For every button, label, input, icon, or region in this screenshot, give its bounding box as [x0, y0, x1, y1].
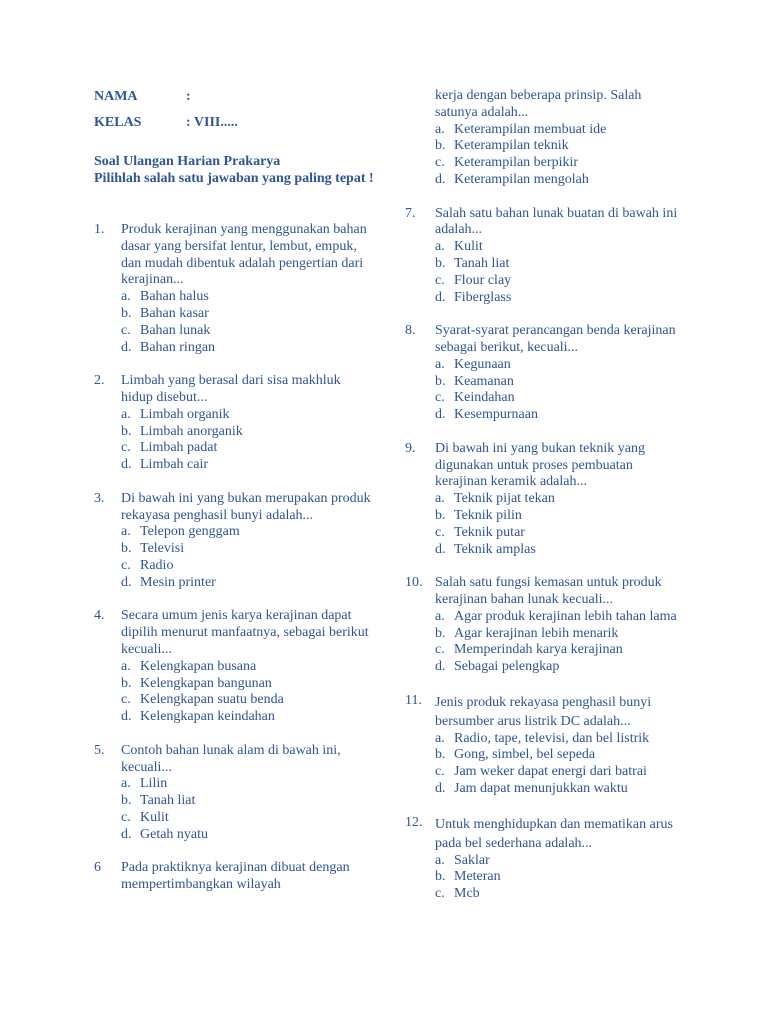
option-text: Kelengkapan busana [140, 658, 257, 674]
answer-option[interactable] [121, 709, 374, 726]
question-number: 7. [405, 205, 416, 221]
option-letter: d. [121, 339, 132, 355]
option-letter: b. [435, 869, 446, 885]
option-letter: c. [435, 155, 445, 171]
question-header [94, 743, 374, 777]
option-text: Mcb [454, 886, 480, 902]
answer-option[interactable] [435, 374, 685, 391]
answer-option[interactable] [435, 508, 685, 525]
question-number: 10. [405, 575, 423, 591]
question-number: 11. [405, 692, 422, 708]
answer-option[interactable] [435, 290, 685, 307]
option-letter: c. [435, 642, 445, 658]
answer-option[interactable] [435, 357, 685, 374]
question-3 [94, 491, 374, 592]
option-letter: a. [435, 239, 445, 255]
answer-option[interactable] [121, 457, 374, 474]
option-text: Agar kerajinan lebih menarik [454, 625, 619, 641]
options-list [94, 776, 374, 843]
question-12 [405, 815, 685, 903]
option-letter: b. [121, 793, 132, 809]
answer-option[interactable] [121, 424, 374, 441]
option-text: Limbah anorganik [140, 423, 243, 439]
option-text: Keterampilan teknik [454, 138, 569, 154]
left-column [94, 222, 374, 911]
answer-option[interactable] [121, 776, 374, 793]
question-header [405, 693, 685, 731]
option-text: Teknik pilin [454, 507, 522, 523]
answer-option[interactable] [435, 853, 685, 870]
option-letter: b. [435, 507, 446, 523]
question-6-continuation [405, 88, 685, 189]
answer-option[interactable] [435, 138, 685, 155]
option-letter: a. [435, 491, 445, 507]
option-text: Kulit [454, 239, 483, 255]
option-letter: c. [435, 272, 445, 288]
option-text: Kelengkapan suatu benda [140, 692, 284, 708]
option-letter: d. [435, 659, 446, 675]
options-list [405, 239, 685, 306]
intro-block [94, 153, 374, 187]
option-text: Keterampilan membuat ide [454, 121, 607, 137]
options-list [405, 853, 685, 903]
question-header [94, 222, 374, 289]
question-text: Pada praktiknya kerajinan dibuat dengan mempertimbangkan wilayah [121, 860, 350, 893]
option-letter: a. [435, 852, 445, 868]
question-number: 9. [405, 440, 416, 456]
answer-option[interactable] [435, 764, 685, 781]
question-text: Di bawah ini yang bukan teknik yang digunakan untuk proses pembuatan kerajinan keramik adalah... [435, 440, 645, 490]
question-number: 6 [94, 860, 101, 876]
question-header [405, 323, 685, 357]
kelas-value: : VIII..... [186, 115, 238, 130]
question-number: 2. [94, 373, 105, 389]
kelas-label: KELAS [94, 115, 142, 130]
option-text: Limbah organik [140, 406, 230, 422]
option-text: Keamanan [454, 373, 514, 389]
answer-option[interactable] [121, 793, 374, 810]
question-1 [94, 222, 374, 356]
option-letter: d. [121, 709, 132, 725]
option-text: Bahan kasar [140, 305, 209, 321]
option-letter: b. [435, 138, 446, 154]
question-6 [94, 860, 374, 894]
options-list [435, 122, 685, 189]
option-letter: b. [121, 541, 132, 557]
options-list [405, 357, 685, 424]
answer-option[interactable] [121, 340, 374, 357]
option-text: Mesin printer [140, 574, 216, 590]
option-letter: b. [121, 423, 132, 439]
question-text: Di bawah ini yang bukan merupakan produk rekayasa penghasil bunyi adalah... [121, 490, 371, 523]
option-letter: b. [435, 747, 446, 763]
right-column [405, 88, 685, 920]
option-letter: c. [121, 440, 131, 456]
question-5 [94, 743, 374, 844]
option-text: Agar produk kerajinan lebih tahan lama [454, 608, 677, 624]
question-text: Secara umum jenis karya kerajinan dapat dipilih menurut manfaatnya, sebagai berikut kecuali... [121, 608, 369, 657]
option-text: Teknik pijat tekan [454, 491, 555, 507]
option-letter: d. [435, 289, 446, 305]
answer-option[interactable] [435, 390, 685, 407]
option-text: Radio [140, 557, 174, 573]
question-text: Produk kerajinan yang menggunakan bahan dasar yang bersifat lentur, lembut, empuk, dan mudah dibentuk adalah pengertian dari kerajinan... [121, 222, 367, 288]
question-header [94, 491, 374, 525]
answer-option[interactable] [121, 541, 374, 558]
option-text: Keterampilan berpikir [454, 155, 579, 171]
answer-option[interactable] [121, 323, 374, 340]
option-letter: d. [121, 457, 132, 473]
question-header [405, 815, 685, 853]
answer-option[interactable] [121, 575, 374, 592]
option-letter: a. [121, 289, 131, 305]
option-text: Meteran [454, 869, 501, 885]
option-letter: d. [121, 826, 132, 842]
option-letter: a. [121, 776, 131, 792]
option-text: Sebagai pelengkap [454, 659, 560, 675]
question-text: Contoh bahan lunak alam di bawah ini, kecuali... [121, 742, 341, 775]
option-text: Lilin [140, 776, 168, 792]
options-list [405, 609, 685, 676]
option-text: Bahan lunak [140, 322, 211, 338]
answer-option[interactable] [121, 676, 374, 693]
answer-option[interactable] [435, 731, 685, 748]
answer-option[interactable] [121, 524, 374, 541]
answer-option[interactable] [435, 273, 685, 290]
option-letter: a. [435, 356, 445, 372]
option-text: Kegunaan [454, 356, 511, 372]
answer-option[interactable] [121, 827, 374, 844]
question-text: Limbah yang berasal dari sisa makhluk hidup disebut... [121, 373, 341, 405]
question-header [94, 860, 374, 894]
question-number: 3. [94, 490, 105, 506]
option-letter: d. [435, 407, 446, 423]
answer-option[interactable] [435, 407, 685, 424]
answer-option[interactable] [435, 626, 685, 643]
option-letter: c. [435, 764, 445, 780]
options-list [94, 524, 374, 591]
answer-option[interactable] [435, 659, 685, 676]
option-text: Kesempurnaan [454, 407, 538, 423]
question-text: Untuk menghidupkan dan mematikan arus pada bel sederhana adalah... [435, 816, 673, 851]
option-letter: b. [435, 255, 446, 271]
question-number: 5. [94, 742, 105, 758]
question-9 [405, 441, 685, 559]
options-list [94, 289, 374, 356]
options-list [405, 731, 685, 798]
option-letter: c. [435, 886, 445, 902]
option-letter: d. [435, 781, 446, 797]
option-letter: a. [435, 730, 445, 746]
option-text: Telepon genggam [140, 524, 240, 540]
answer-option[interactable] [121, 659, 374, 676]
option-text: Teknik amplas [454, 541, 536, 557]
options-list [405, 491, 685, 558]
right-questions [405, 206, 685, 903]
question-number: 4. [94, 608, 105, 624]
answer-option[interactable] [121, 810, 374, 827]
option-letter: b. [435, 373, 446, 389]
kelas-row [94, 114, 394, 131]
option-text: Teknik putar [454, 524, 525, 540]
nama-row [94, 88, 394, 105]
option-letter: d. [435, 541, 446, 557]
option-text: Memperindah karya kerajinan [454, 642, 623, 658]
question-header [405, 441, 685, 491]
answer-option[interactable] [435, 172, 685, 189]
answer-option[interactable] [435, 155, 685, 172]
options-list [94, 407, 374, 474]
option-text: Saklar [454, 852, 490, 868]
answer-option[interactable] [435, 542, 685, 559]
option-text: Bahan ringan [140, 339, 216, 355]
answer-option[interactable] [121, 306, 374, 323]
nama-label: NAMA [94, 89, 138, 104]
question-header [94, 373, 374, 407]
nama-value: : [186, 89, 191, 104]
question-10 [405, 575, 685, 676]
answer-option[interactable] [435, 256, 685, 273]
option-letter: c. [121, 809, 131, 825]
option-text: Getah nyatu [140, 826, 209, 842]
answer-option[interactable] [435, 886, 685, 903]
option-letter: c. [121, 322, 131, 338]
option-text: Kelengkapan keindahan [140, 709, 275, 725]
option-text: Flour clay [454, 272, 512, 288]
question-header [405, 206, 685, 240]
option-letter: c. [435, 524, 445, 540]
options-list [94, 659, 374, 726]
option-text: Radio, tape, televisi, dan bel listrik [454, 730, 650, 746]
question-8 [405, 323, 685, 424]
answer-option[interactable] [435, 122, 685, 139]
answer-option[interactable] [435, 642, 685, 659]
test-title: Soal Ulangan Harian Prakarya [94, 154, 281, 169]
option-text: Kulit [140, 809, 169, 825]
option-text: Limbah cair [140, 457, 209, 473]
option-letter: b. [121, 305, 132, 321]
question-text: Salah satu fungsi kemasan untuk produk kerajinan bahan lunak kecuali... [435, 575, 662, 607]
question-text: Jenis produk rekayasa penghasil bunyi bersumber arus listrik DC adalah... [435, 694, 652, 729]
option-letter: a. [435, 608, 445, 624]
answer-option[interactable] [121, 407, 374, 424]
option-text: Jam dapat menunjukkan waktu [454, 781, 628, 797]
answer-option[interactable] [435, 525, 685, 542]
question-header [94, 608, 374, 658]
option-text: Tanah liat [454, 255, 510, 271]
question-text: Salah satu bahan lunak buatan di bawah ini adalah... [435, 205, 678, 238]
answer-option[interactable] [435, 609, 685, 626]
question-number: 8. [405, 323, 416, 339]
option-letter: c. [121, 692, 131, 708]
answer-option[interactable] [435, 491, 685, 508]
option-letter: a. [121, 658, 131, 674]
option-letter: c. [121, 557, 131, 573]
question-2 [94, 373, 374, 474]
option-text: Kelengkapan bangunan [140, 675, 272, 691]
option-text: Tanah liat [140, 793, 196, 809]
question-text: Syarat-syarat perancangan benda kerajinan sebagai berikut, kecuali... [435, 323, 676, 355]
question-header [405, 575, 685, 609]
question-7 [405, 206, 685, 307]
answer-option[interactable] [435, 239, 685, 256]
question-text: kerja dengan beberapa prinsip. Salah satunya adalah... [435, 88, 642, 120]
test-instruction: Pilihlah salah satu jawaban yang paling tepat ! [94, 171, 374, 186]
question-number: 12. [405, 814, 423, 830]
answer-option[interactable] [435, 747, 685, 764]
option-text: Bahan halus [140, 289, 209, 305]
answer-option[interactable] [121, 440, 374, 457]
answer-option[interactable] [435, 781, 685, 798]
option-text: Keindahan [454, 390, 515, 406]
option-letter: b. [435, 625, 446, 641]
option-letter: d. [121, 574, 132, 590]
option-letter: a. [435, 121, 445, 137]
question-11 [405, 693, 685, 798]
answer-option[interactable] [121, 289, 374, 306]
question-4 [94, 608, 374, 726]
answer-option[interactable] [435, 869, 685, 886]
option-text: Televisi [140, 541, 185, 557]
answer-option[interactable] [121, 692, 374, 709]
question-number: 1. [94, 222, 105, 237]
option-letter: a. [121, 406, 131, 422]
answer-option[interactable] [121, 558, 374, 575]
option-letter: c. [435, 390, 445, 406]
option-letter: b. [121, 675, 132, 691]
option-text: Limbah padat [140, 440, 218, 456]
option-text: Fiberglass [454, 289, 512, 305]
option-letter: d. [435, 171, 446, 187]
option-text: Jam weker dapat energi dari batrai [454, 764, 647, 780]
option-text: Gong, simbel, bel sepeda [454, 747, 596, 763]
option-letter: a. [121, 524, 131, 540]
option-text: Keterampilan mengolah [454, 171, 589, 187]
